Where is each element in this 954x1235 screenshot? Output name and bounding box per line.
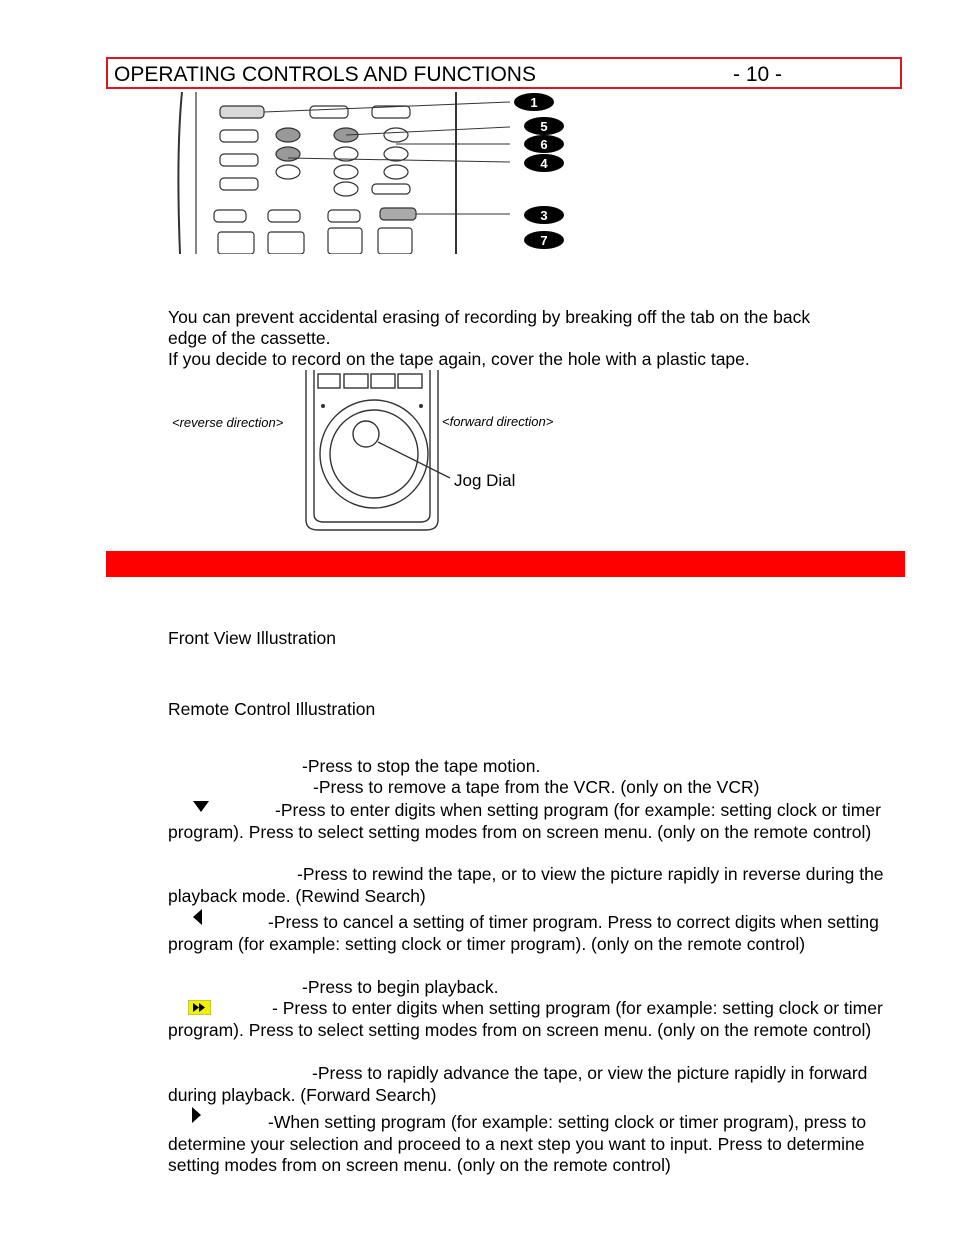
eject-description xyxy=(168,777,898,799)
remote-control-heading: Remote Control Illustration xyxy=(168,699,376,719)
section-divider-bar xyxy=(106,551,905,577)
ff-text: -Press to rapidly advance the tape, or view the picture rapidly in forward during playback. (Forward Search) xyxy=(168,1063,868,1105)
stop-text: -Press to stop the tape motion. xyxy=(302,756,541,776)
stop-description xyxy=(168,756,898,778)
left-text: -Press to cancel a setting of timer program. Press to correct digits when setting program (for example: setting clock or timer program). (only on the remote control) xyxy=(168,912,879,954)
ff-icon-text: - Press to enter digits when setting program (for example: setting clock or timer program). Press to select setting modes from on screen menu. (only on the remote control) xyxy=(168,998,883,1040)
remote-control-illustration xyxy=(170,92,580,254)
ff-description xyxy=(168,1063,898,1106)
play-description xyxy=(168,977,898,999)
left-description xyxy=(168,912,898,955)
page-number: - 10 - xyxy=(733,63,783,86)
callout-7: 7 xyxy=(540,233,548,248)
intro-line-2: edge of the cassette. xyxy=(168,328,331,348)
forward-direction-label: <forward direction> xyxy=(442,414,554,429)
down-description xyxy=(168,800,898,843)
header-title: OPERATING CONTROLS AND FUNCTIONS xyxy=(114,63,536,86)
callout-1: 1 xyxy=(530,95,538,110)
callout-5: 5 xyxy=(540,119,548,134)
reverse-direction-label: <reverse direction> xyxy=(172,415,284,430)
page-header xyxy=(106,57,902,89)
callout-3: 3 xyxy=(540,208,548,223)
right-description xyxy=(168,1112,898,1177)
jog-dial-illustration xyxy=(168,370,578,535)
play-text: -Press to begin playback. xyxy=(302,977,499,997)
rewind-text: -Press to rewind the tape, or to view the picture rapidly in reverse during the playback mode. (Rewind Search) xyxy=(168,864,884,906)
front-view-heading: Front View Illustration xyxy=(168,628,336,648)
down-text: -Press to enter digits when setting program (for example: setting clock or timer program). Press to select setting modes from on screen menu. (only on the remote control) xyxy=(168,800,881,842)
rewind-description xyxy=(168,864,898,907)
callout-6: 6 xyxy=(540,137,548,152)
ff-icon-description xyxy=(168,998,898,1041)
callout-4: 4 xyxy=(540,156,548,171)
right-text: -When setting program (for example: setting clock or timer program), press to determine your selection and proceed to a next step you want to input. Press to determine setting modes from on screen menu. (only on the remote control) xyxy=(168,1112,867,1175)
intro-line-3: If you decide to record on the tape again, cover the hole with a plastic tape. xyxy=(168,349,750,369)
jog-dial-label: Jog Dial xyxy=(454,471,516,490)
intro-line-1: You can prevent accidental erasing of recording by breaking off the tab on the back xyxy=(168,307,811,327)
eject-text: -Press to remove a tape from the VCR. (only on the VCR) xyxy=(313,777,760,797)
